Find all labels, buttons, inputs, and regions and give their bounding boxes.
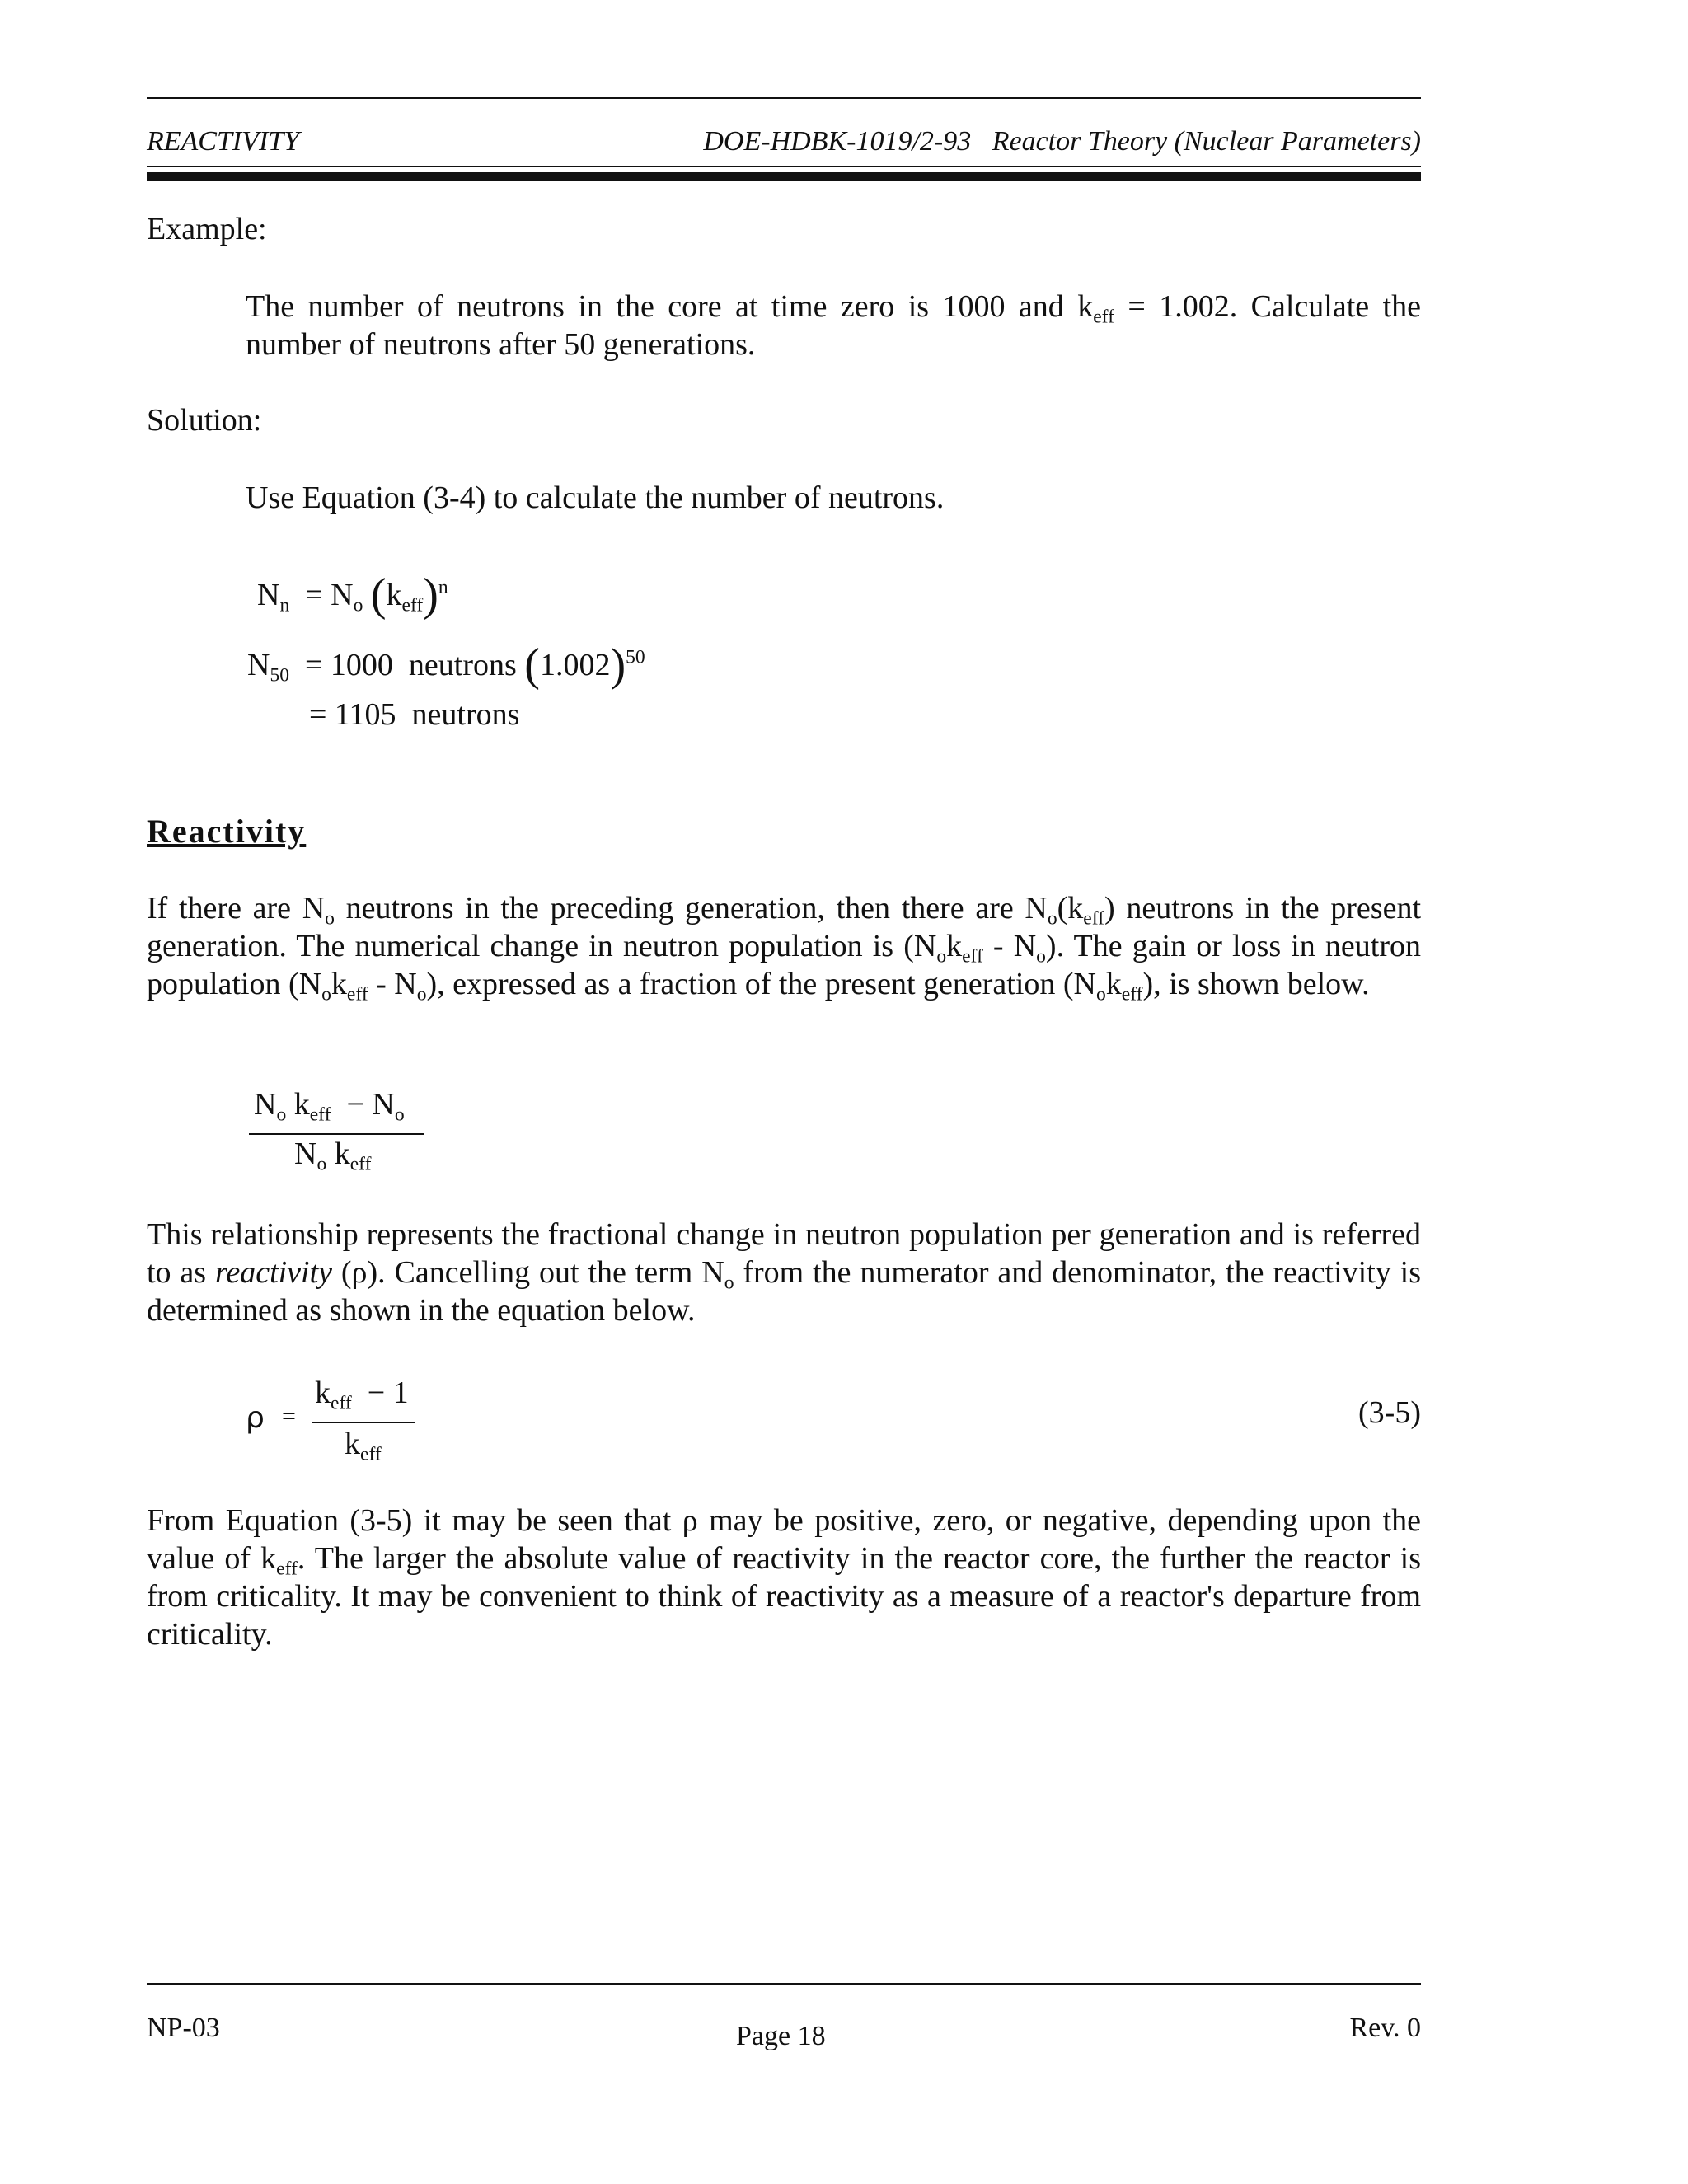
- header-left: REACTIVITY: [147, 126, 300, 157]
- eq35-denominator: $k_{eff}$: [345, 1427, 382, 1465]
- rho-symbol: ρ: [246, 1401, 265, 1435]
- fraction-bar: [249, 1133, 424, 1135]
- equals-sign: =: [282, 1403, 296, 1430]
- solution-label: Solution:: [147, 403, 262, 438]
- example-label: Example:: [147, 212, 267, 246]
- eq35-numerator: $k_{eff} - 1$: [315, 1376, 409, 1414]
- equation-n50: $N_{50} = 1000$ neutrons $(1.002)^{50}$: [247, 640, 645, 691]
- section-heading: Reactivity: [147, 813, 307, 850]
- equation-number: (3-5): [1358, 1395, 1421, 1430]
- fraction-numerator: $N_o$ $k_{eff} - N_o$: [254, 1087, 405, 1126]
- fraction-denominator: $N_o$ $k_{eff}$: [294, 1137, 372, 1175]
- eq35-fraction-bar: [312, 1422, 415, 1423]
- paragraph-relationship: This relationship represents the fractional change in neutron population per generation and is referred to as reactivity (ρ). Cancelling out the term $N_o$ from the numerator and denominator, the reactivity is determined as shown in the equation below.: [147, 1217, 1422, 1328]
- footer-rule: [147, 1983, 1421, 1985]
- header-top-rule: [147, 97, 1421, 99]
- solution-text: Use Equation (3-4) to calculate the number of neutrons.: [246, 480, 945, 515]
- header-right: DOE-HDBK-1019/2-93 Reactor Theory (Nuclear Parameters): [703, 126, 1421, 157]
- header-rule-thick: [147, 172, 1421, 181]
- equation-general: $N_n = N_o$ $(k_{eff})^n$: [257, 569, 448, 621]
- footer-left: NP-03: [147, 2013, 220, 2043]
- footer-right: Rev. 0: [1349, 2013, 1421, 2043]
- example-text: The number of neutrons in the core at time zero is 1000 and $k_{eff} = 1.002$. Calculate the number of neutrons after 50 generations.: [246, 289, 1421, 362]
- header-rule-thin: [147, 166, 1421, 167]
- equation-result: = 1105 neutrons: [309, 697, 520, 732]
- paragraph-conclusion: From Equation (3-5) it may be seen that ρ may be positive, zero, or negative, depending upon the value of $k_{eff}$. The larger the absolute value of reactivity in the reactor core, the further the reactor is from criticality. It may be convenient to think of reactivity as a measure of a reactor's departure from criticality.: [147, 1503, 1422, 1652]
- paragraph-intro: If there are $N_o$ neutrons in the preceding generation, then there are $N_o(k_{eff})$ neutrons in the present generation. The numerical change in neutron population is $(N_ok_{eff} - N_o)$. The gain or loss in neutron population $(N_ok_{eff} - N_o)$, expressed as a fraction of the present generation $(N_ok_{eff})$, is shown below.: [147, 891, 1421, 1005]
- footer-page-number: Page 18: [736, 2021, 826, 2051]
